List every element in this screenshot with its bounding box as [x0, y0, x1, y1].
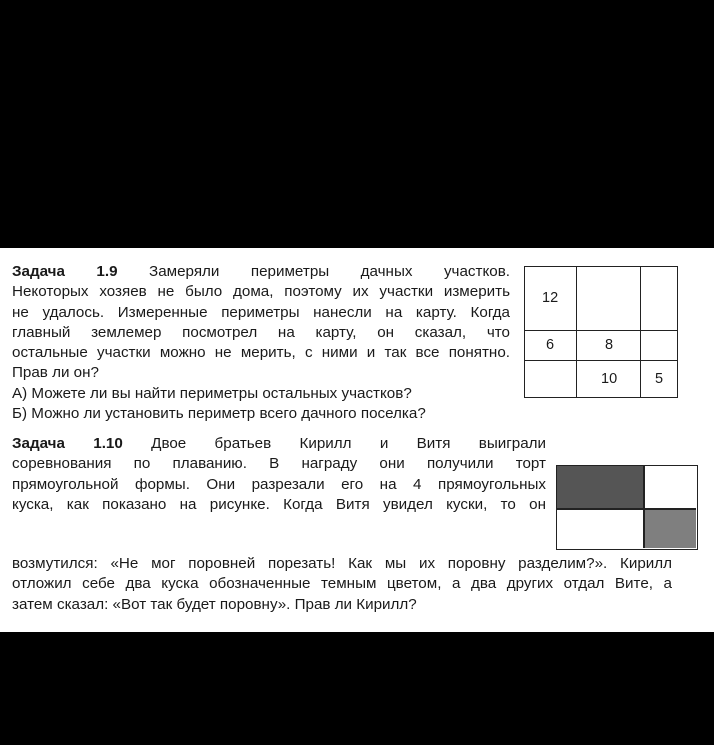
problem-1-9-part-a: А) Можете ли вы найти периметры остальных участков? — [12, 384, 412, 402]
cake-piece-dark — [557, 466, 643, 508]
problem-1-10-line-1: Задача 1.10 Двое братьев Кирилл и Витя выиграли — [12, 435, 546, 452]
problem-1-9-line-5: остальные участки можно не мерить, с ними и так все понятно. — [12, 344, 510, 362]
cake-cut-line — [643, 466, 645, 548]
problem-1-10-title: Задача 1.10 — [12, 435, 123, 452]
cake-diagram — [556, 465, 698, 550]
problem-1-10-line-4: куска, как показано на рисунке. Когда Витя увидел куски, то он — [12, 495, 546, 513]
problem-1-9-line-3: не удалось. Измеренные периметры нанесли на карту. Когда — [12, 303, 510, 321]
map-value-8: 8 — [605, 337, 614, 353]
map-line — [525, 330, 677, 331]
cake-piece-medium — [645, 509, 696, 548]
problem-1-9 — [12, 262, 510, 424]
cake-piece-light — [643, 466, 696, 508]
problem-1-9-part-b: Б) Можно ли установить периметр всего дачного поселка? — [12, 405, 426, 423]
problem-1-9-line-2: Некоторых хозяев не было дома, поэтому их участки измерить — [12, 283, 510, 301]
map-value-6: 6 — [546, 337, 555, 353]
cake-cut-line — [557, 508, 696, 510]
problem-1-9-title: Задача 1.9 — [12, 263, 118, 280]
problem-1-10-line-2: соревнования по плаванию. В награду они получили торт — [12, 455, 546, 473]
cake-piece-light — [557, 508, 643, 548]
worksheet-page — [0, 248, 714, 632]
map-value-10: 10 — [601, 371, 618, 387]
problem-1-10-line-6: отложил себе два куска обозначенные темным цветом, а два других отдал Вите, а — [12, 575, 672, 593]
map-value-5: 5 — [655, 371, 664, 387]
problem-1-10-line-3: прямоугольной формы. Они разрезали его на 4 прямоугольных — [12, 475, 546, 493]
map-line — [576, 267, 577, 397]
problem-1-10-continuation — [12, 554, 672, 615]
problem-1-10-line-5: возмутился: «Не мог поровней порезать! Как мы их поровну разделим?». Кирилл — [12, 555, 672, 572]
problem-1-10 — [12, 434, 546, 515]
problem-1-10-line-7: затем сказал: «Вот так будет поровну». Прав ли Кирилл? — [12, 595, 417, 613]
problem-1-9-line-4: главный землемер посмотрел на карту, он сказал, что — [12, 323, 510, 341]
plots-map — [524, 266, 678, 398]
map-value-12: 12 — [542, 290, 559, 306]
problem-1-9-line-1: Задача 1.9 Замеряли периметры дачных участков. — [12, 263, 510, 280]
map-line — [525, 360, 677, 361]
map-line — [640, 267, 641, 397]
problem-1-9-question: Прав ли он? — [12, 364, 99, 382]
